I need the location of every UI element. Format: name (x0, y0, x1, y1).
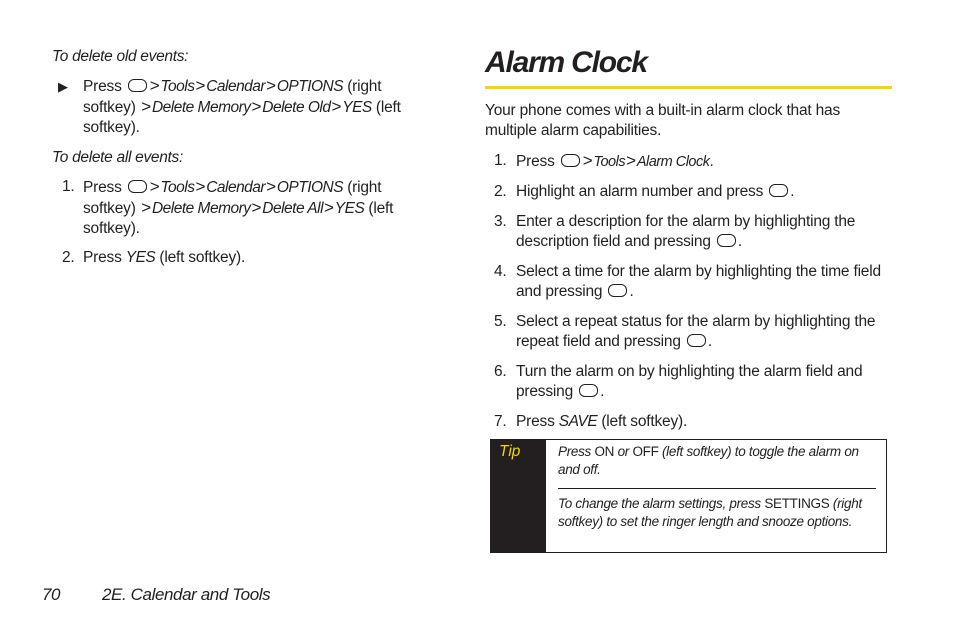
alarm-step-2: 2. Highlight an alarm number and press . (494, 183, 795, 200)
section-title: 2E. Calendar and Tools (102, 585, 271, 604)
delete-old-step: ▶ Press >Tools>Calendar>OPTIONS (right softkey) >Delete Memory>Delete Old>YES (left softkey). (58, 76, 401, 136)
ok-key-icon (717, 234, 736, 247)
title-rule (485, 86, 892, 89)
tip-paragraph-1: Press ON or OFF (left softkey) to toggle the alarm on and off. (558, 444, 859, 477)
tip-sidebar (491, 440, 546, 552)
alarm-step-1: 1. Press >Tools>Alarm Clock. (494, 151, 714, 170)
delete-all-step-1: 1. Press >Tools>Calendar>OPTIONS (right softkey) >Delete Memory>Delete All>YES (left softkey). (62, 177, 394, 237)
intro-paragraph: Your phone comes with a built-in alarm clock that has multiple alarm capabilities. (485, 102, 840, 139)
alarm-step-3: 3. Enter a description for the alarm by highlighting the description field and pressing . (494, 213, 856, 250)
page-number: 70 (42, 585, 61, 604)
alarm-step-7: 7. Press SAVE (left softkey). (494, 413, 688, 430)
page-footer (42, 585, 271, 605)
ok-key-icon (769, 184, 788, 197)
left-column (52, 48, 432, 268)
ok-key-icon (128, 180, 147, 193)
triangle-bullet-icon: ▶ (58, 79, 68, 94)
alarm-step-6: 6. Turn the alarm on by highlighting the alarm field and pressing . (494, 363, 863, 400)
delete-all-step-2: 2. Press YES (left softkey). (62, 249, 246, 266)
ok-key-icon (128, 79, 147, 92)
ok-key-icon (561, 154, 580, 167)
tip-label: Tip (499, 443, 521, 460)
delete-old-heading: To delete old events: (52, 48, 189, 65)
ok-key-icon (579, 384, 598, 397)
right-column (485, 44, 892, 432)
ok-key-icon (608, 284, 627, 297)
tip-divider (558, 488, 876, 489)
tip-box (490, 439, 887, 553)
delete-all-heading: To delete all events: (52, 149, 183, 166)
page-title: Alarm Clock (485, 46, 647, 79)
alarm-step-4: 4. Select a time for the alarm by highlighting the time field and pressing . (494, 263, 881, 300)
tip-paragraph-2: To change the alarm settings, press SETTINGS (right softkey) to set the ringer length and snooze options. (558, 496, 862, 529)
alarm-step-5: 5. Select a repeat status for the alarm by highlighting the repeat field and pressing . (494, 313, 876, 350)
ok-key-icon (687, 334, 706, 347)
